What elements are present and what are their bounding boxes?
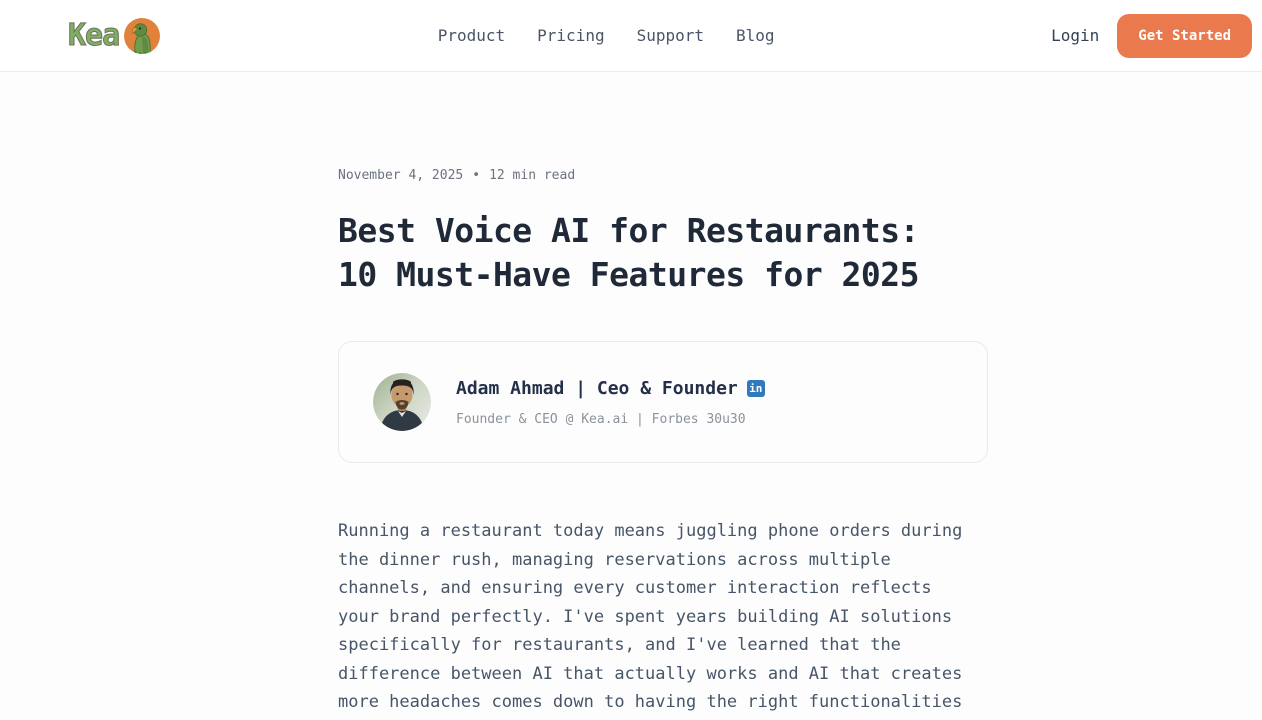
site-header bbox=[0, 0, 1262, 72]
kea-logo[interactable] bbox=[68, 17, 161, 55]
login-link[interactable]: Login bbox=[1051, 26, 1100, 45]
author-avatar bbox=[373, 373, 431, 431]
nav-item-pricing[interactable]: Pricing bbox=[537, 26, 605, 45]
author-subtitle: Founder & CEO @ Kea.ai | Forbes 30u30 bbox=[456, 411, 746, 427]
kea-bird-icon bbox=[123, 17, 161, 55]
article-intro-paragraph: Running a restaurant today means juggling phone orders during the dinner rush, managing reservations across multiple channels, and ensuring every customer interaction reflects your brand perfectly. I've spent years building AI solutions specifically for restaurants, and I've learned that the difference between AI that actually works and AI that creates more headaches comes down to having the right functionalities bbox=[338, 521, 963, 712]
author-name: Adam Ahmad | Ceo & Founder bbox=[456, 377, 738, 399]
read-time: 12 min read bbox=[489, 168, 576, 183]
meta-separator-dot: • bbox=[472, 168, 481, 183]
linkedin-icon[interactable]: in bbox=[747, 380, 765, 397]
get-started-button[interactable]: Get Started bbox=[1117, 14, 1252, 58]
author-card bbox=[338, 341, 988, 463]
article-meta bbox=[338, 168, 988, 183]
nav-item-product[interactable]: Product bbox=[437, 26, 506, 45]
nav-item-support[interactable]: Support bbox=[636, 26, 705, 45]
article-content bbox=[338, 168, 988, 717]
author-info bbox=[456, 378, 765, 427]
main-nav bbox=[161, 26, 1051, 45]
article-title: Best Voice AI for Restaurants: 10 Must-Have Features for 2025 bbox=[338, 211, 920, 294]
kea-logo-text: Kea bbox=[68, 18, 120, 53]
nav-item-blog[interactable]: Blog bbox=[736, 26, 775, 45]
header-right bbox=[1051, 14, 1252, 58]
article-date: November 4, 2025 bbox=[338, 168, 464, 183]
